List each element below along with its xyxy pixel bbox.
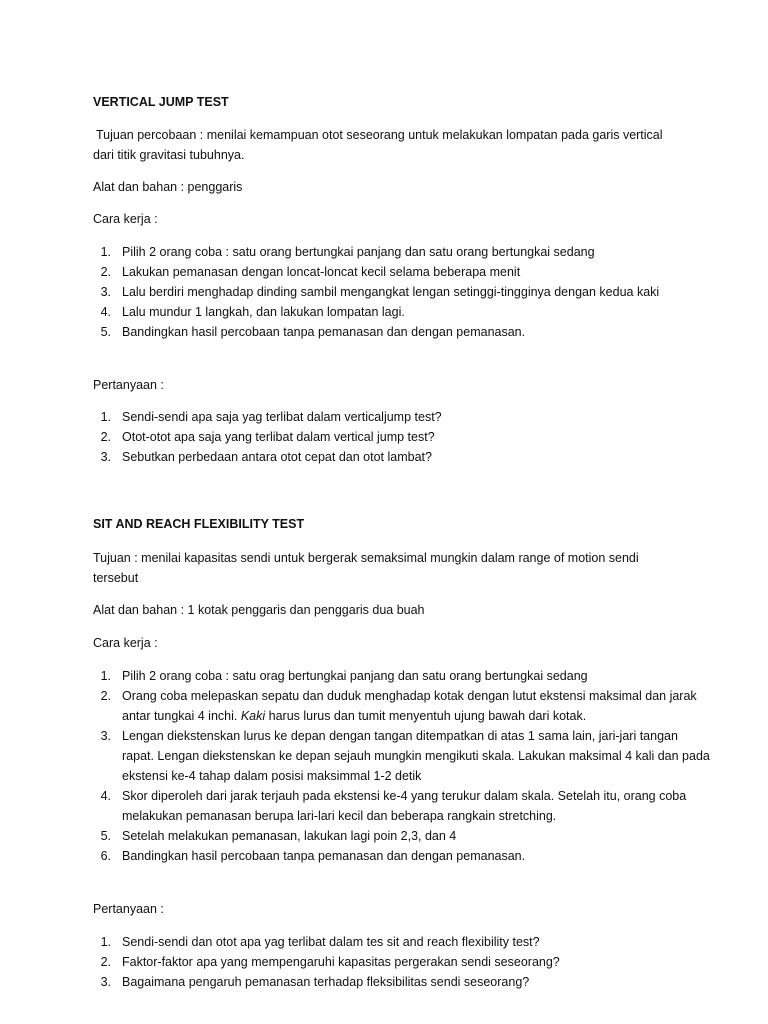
list-item: Faktor-faktor apa yang mempengaruhi kapasitas pergerakan sendi seseorang?: [122, 955, 560, 969]
cara-kerja-label: Cara kerja :: [93, 212, 158, 226]
pertanyaan-label: Pertanyaan :: [93, 378, 164, 392]
questions-list: [93, 407, 712, 467]
list-item: Skor diperoleh dari jarak terjauh pada ekstensi ke-4 yang terukur dalam skala. Setelah itu, orang coba melakukan pemanasan berupa lari-lari kecil dan beberapa rangkain stretching.: [122, 789, 687, 823]
tujuan-paragraph: Tujuan percobaan : menilai kemampuan otot seseorang untuk melakukan lompatan pada garis vertical dari titik gravitasi tubuhnya.: [93, 128, 663, 162]
alat-paragraph: Alat dan bahan : 1 kotak penggaris dan penggaris dua buah: [93, 603, 425, 617]
list-item: Bandingkan hasil percobaan tanpa pemanasan dan dengan pemanasan.: [122, 325, 526, 339]
list-item: Lalu mundur 1 langkah, dan lakukan lompatan lagi.: [122, 305, 405, 319]
list-item: Pilih 2 orang coba : satu orang bertungkai panjang dan satu orang bertungkai sedang: [122, 245, 595, 259]
list-item: [122, 686, 712, 726]
step-text: Orang coba melepaskan sepatu dan duduk menghadap kotak dengan lutut ekstensi maksimal dan jarak antar tungkai 4 inchi.: [122, 689, 697, 723]
cara-kerja-label: Cara kerja :: [93, 636, 158, 650]
step-emphasis: Kaki: [240, 709, 266, 723]
list-item: Bandingkan hasil percobaan tanpa pemanasan dan dengan pemanasan.: [122, 849, 526, 863]
steps-list: [93, 666, 712, 866]
list-item: Sebutkan perbedaan antara otot cepat dan otot lambat?: [122, 450, 432, 464]
section-title-sit-and-reach: SIT AND REACH FLEXIBILITY TEST: [93, 517, 305, 531]
step-text: harus lurus dan tumit menyentuh ujung bawah dari kotak.: [265, 709, 587, 723]
pertanyaan-label: Pertanyaan :: [93, 902, 164, 916]
alat-paragraph: Alat dan bahan : penggaris: [93, 180, 243, 194]
steps-list: [93, 242, 712, 342]
tujuan-paragraph: Tujuan : menilai kapasitas sendi untuk bergerak semaksimal mungkin dalam range of motion sendi tersebut: [93, 551, 639, 585]
questions-list: [93, 932, 712, 992]
list-item: Otot-otot apa saja yang terlibat dalam vertical jump test?: [122, 430, 435, 444]
section-title-vertical-jump: VERTICAL JUMP TEST: [93, 95, 229, 109]
list-item: Lengan diekstenskan lurus ke depan dengan tangan ditempatkan di atas 1 sama lain, jari-jari tangan rapat. Lengan diekstenskan ke depan sejauh mungkin mengikuti skala. Lakukan maksimal 4 kali dan pada ekstensi ke-4 tahap dalam posisi maksimmal 1-2 detik: [122, 729, 710, 783]
list-item: Bagaimana pengaruh pemanasan terhadap fleksibilitas sendi seseorang?: [122, 975, 530, 989]
list-item: Sendi-sendi apa saja yag terlibat dalam verticaljump test?: [122, 410, 442, 424]
list-item: Lalu berdiri menghadap dinding sambil mengangkat lengan setinggi-tingginya dengan kedua kaki: [122, 285, 660, 299]
list-item: Sendi-sendi dan otot apa yag terlibat dalam tes sit and reach flexibility test?: [122, 935, 540, 949]
list-item: Setelah melakukan pemanasan, lakukan lagi poin 2,3, dan 4: [122, 829, 457, 843]
list-item: Lakukan pemanasan dengan loncat-loncat kecil selama beberapa menit: [122, 265, 521, 279]
list-item: Pilih 2 orang coba : satu orag bertungkai panjang dan satu orang bertungkai sedang: [122, 669, 588, 683]
